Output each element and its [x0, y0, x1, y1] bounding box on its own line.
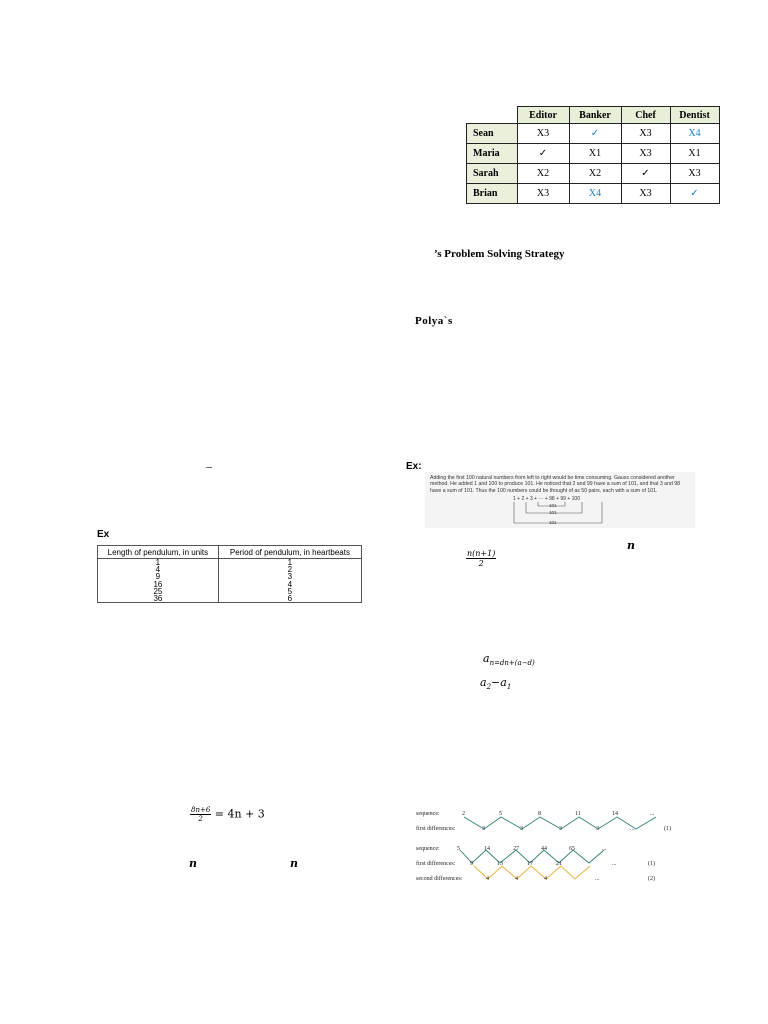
sequence-differences-figure: [412, 806, 697, 888]
table-cell: X2: [569, 164, 621, 184]
sequence-label: sequence:: [416, 811, 440, 817]
dash-mark: –: [206, 459, 212, 473]
header-dentist: Dentist: [670, 107, 719, 124]
fraction-numerator: 8n+6: [191, 806, 211, 814]
fraction-denominator: 2: [198, 815, 203, 823]
difference-value: ...: [612, 861, 617, 867]
table-cell: 1: [98, 559, 219, 567]
common-difference-formula: [480, 676, 511, 691]
header-period: Period of pendulum, in heartbeats: [218, 546, 361, 559]
sequence-value: 11: [575, 811, 581, 817]
difference-value: 3: [520, 826, 523, 832]
table-cell: X4: [670, 124, 719, 144]
table-row: [98, 566, 362, 573]
difference-value: 17: [527, 861, 533, 867]
table-cell: 36: [98, 595, 219, 603]
second-differences-label: second differences:: [416, 876, 463, 882]
gauss-formula: [466, 549, 496, 568]
table-row: [98, 573, 362, 580]
table-cell: 2: [218, 566, 361, 573]
table-cell: X2: [517, 164, 569, 184]
term-a2-subscript: 2: [486, 683, 492, 692]
table-row: [98, 595, 362, 603]
table-header-row: [467, 107, 720, 124]
table-row: [467, 124, 720, 144]
first-differences-label: first differences:: [416, 861, 456, 867]
example-label-right: Ex:: [406, 461, 422, 472]
variable-n: n: [627, 539, 635, 552]
first-differences-label: first differences:: [416, 826, 456, 832]
table-row: [467, 144, 720, 164]
difference-value: 3: [482, 826, 485, 832]
sequence-value: 5: [457, 846, 460, 852]
table-row: [98, 588, 362, 595]
gauss-example-image: [425, 472, 695, 528]
check-mark: ✓: [569, 124, 621, 144]
variable-n: n: [189, 857, 197, 870]
sequence-value: 44: [541, 846, 547, 852]
equation-rhs: = 4n + 3: [214, 807, 265, 821]
sequence-value: 65: [569, 846, 575, 852]
sequence-value: ...: [650, 811, 655, 817]
fraction-numerator: n(n+1): [467, 549, 496, 558]
row-name: Brian: [467, 184, 518, 204]
table-cell: 9: [98, 573, 219, 580]
difference-value: ...: [630, 826, 635, 832]
fraction-denominator: 2: [478, 559, 484, 568]
table-cell: X3: [621, 124, 670, 144]
header-chef: Chef: [621, 107, 670, 124]
brace-label: 101: [549, 510, 557, 515]
second-difference-value: 4: [515, 876, 518, 882]
table-cell: X1: [569, 144, 621, 164]
difference-value: 21: [556, 861, 562, 867]
header-banker: Banker: [569, 107, 621, 124]
term-a2: a: [480, 676, 487, 689]
row-name: Sean: [467, 124, 518, 144]
table-cell: 16: [98, 581, 219, 588]
example-label-left: Ex: [97, 529, 110, 540]
equation-tag: (1): [664, 826, 671, 832]
table-row: [98, 559, 362, 567]
equation-tag: (2): [648, 876, 655, 882]
check-mark: ✓: [670, 184, 719, 204]
header-length: Length of pendulum, in units: [98, 546, 219, 559]
table-cell: X4: [569, 184, 621, 204]
sequence-value: 2: [462, 811, 465, 817]
minus-sign: −: [491, 676, 501, 689]
second-difference-value: 4: [544, 876, 547, 882]
equation-tag: (1): [648, 861, 655, 867]
brace-label: 101: [549, 520, 557, 525]
check-mark: ✓: [517, 144, 569, 164]
arithmetic-term-formula: [483, 652, 535, 667]
table-cell: 6: [218, 595, 361, 603]
table-cell: X3: [670, 164, 719, 184]
header-editor: Editor: [517, 107, 569, 124]
variable-n: n: [290, 857, 298, 870]
gauss-braces: [425, 472, 695, 528]
pendulum-table: [97, 545, 362, 603]
table-cell: 4: [218, 581, 361, 588]
difference-value: 3: [596, 826, 599, 832]
gauss-sum: 1 + 2 + 3 + ··· + 98 + 99 + 100: [513, 496, 580, 502]
nth-term-equation: [190, 806, 265, 823]
brace-label: 101: [549, 503, 557, 508]
table-cell: 25: [98, 588, 219, 595]
table-cell: X3: [517, 124, 569, 144]
term-a1-subscript: 1: [506, 683, 512, 692]
difference-value: 9: [470, 861, 473, 867]
table-row: [467, 164, 720, 184]
second-difference-value: 4: [486, 876, 489, 882]
table-cell: 1: [218, 559, 361, 567]
row-name: Maria: [467, 144, 518, 164]
table-cell: 4: [98, 566, 219, 573]
sequence-value: 8: [538, 811, 541, 817]
table-cell: X3: [621, 144, 670, 164]
table-header-row: [98, 546, 362, 559]
table-cell: 3: [218, 573, 361, 580]
difference-value: 13: [497, 861, 503, 867]
sequence-label: sequence:: [416, 846, 440, 852]
table-cell: X1: [670, 144, 719, 164]
sequence-value: 14: [484, 846, 490, 852]
table-cell: X3: [517, 184, 569, 204]
table-row: [467, 184, 720, 204]
table-row: [98, 581, 362, 588]
gauss-text: Adding the first 100 natural numbers from left to right would be time consuming. Gauss considered another method. He added 1 and 100 to produce 101. He noticed that 2 and 99 have a sum of 101, and that 3 and 98 have a sum of 101. Thus the 100 numbers could be thought of as 50 pairs, each with a sum of 101.: [430, 475, 681, 494]
row-name: Sarah: [467, 164, 518, 184]
table-corner-cell: [467, 107, 518, 124]
second-difference-value: ...: [595, 876, 600, 882]
logic-grid-table: [466, 106, 720, 204]
term-a: a: [483, 652, 490, 665]
sequence-value: 14: [612, 811, 618, 817]
term-subscript: n=dn+(a−d): [489, 659, 535, 668]
term-a1: a: [500, 676, 507, 689]
strategy-heading: ’s Problem Solving Strategy: [434, 248, 565, 260]
polya-heading: Polya`s: [415, 315, 453, 327]
difference-value: 3: [559, 826, 562, 832]
check-mark: ✓: [621, 164, 670, 184]
table-cell: 5: [218, 588, 361, 595]
sequence-value: 27: [513, 846, 519, 852]
table-cell: X3: [621, 184, 670, 204]
sequence-value: 5: [499, 811, 502, 817]
sequence-value: ...: [602, 846, 607, 852]
